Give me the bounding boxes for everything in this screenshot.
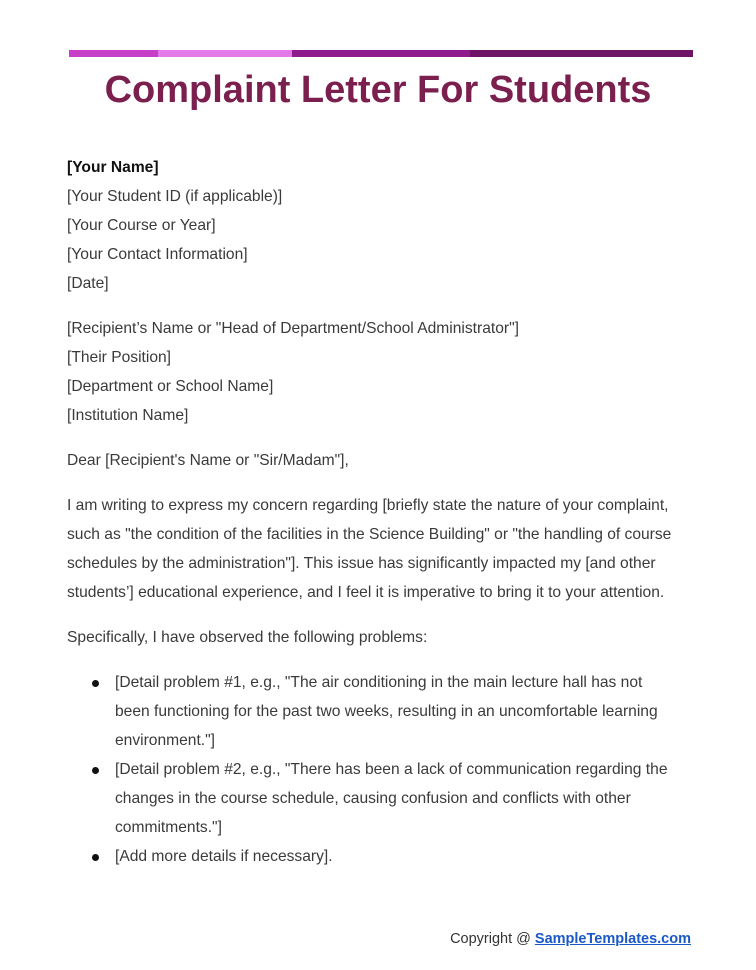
footer-copyright: [450, 931, 691, 947]
problem-line: [Add more details if necessary].: [115, 848, 333, 865]
sender-contact: [Your Contact Information]: [67, 246, 248, 263]
salutation: [67, 446, 697, 475]
problem-line: commitments."]: [115, 819, 222, 836]
body-line: I am writing to express my concern regarding [briefly state the nature of your complaint,: [67, 497, 669, 514]
sender-name: [Your Name]: [67, 159, 159, 176]
problem-line: environment."]: [115, 732, 216, 749]
sender-course: [Your Course or Year]: [67, 217, 216, 234]
body-paragraph: [67, 491, 697, 607]
problem-line: changes in the course schedule, causing confusion and conflicts with other: [115, 790, 631, 807]
sender-block: [67, 153, 697, 298]
recipient-block: [67, 314, 697, 430]
salutation-text: Dear [Recipient's Name or "Sir/Madam"],: [67, 452, 349, 469]
bullet-icon: [92, 854, 99, 861]
body-line: such as "the condition of the facilities in the Science Building" or "the handling of course: [67, 526, 672, 543]
bullet-icon: [92, 680, 99, 687]
sender-student-id: [Your Student ID (if applicable)]: [67, 188, 283, 205]
problem-line: [Detail problem #2, e.g., "There has been a lack of communication regarding the: [115, 761, 668, 778]
list-item: [67, 842, 697, 871]
body-line: schedules by the administration"]. This issue has significantly impacted my [and other: [67, 555, 656, 572]
recipient-department: [Department or School Name]: [67, 378, 274, 395]
top-bar-segment: [292, 50, 470, 57]
recipient-name: [Recipient’s Name or "Head of Department/School Administrator"]: [67, 320, 519, 337]
list-item: [67, 755, 697, 842]
problem-line: [Detail problem #1, e.g., "The air conditioning in the main lecture hall has not: [115, 674, 643, 691]
problem-line: been functioning for the past two weeks, resulting in an uncomfortable learning: [115, 703, 658, 720]
bullet-icon: [92, 767, 99, 774]
letter-content: [67, 153, 697, 871]
problems-intro: [67, 623, 697, 652]
list-item: [67, 668, 697, 755]
body-line: students’] educational experience, and I feel it is imperative to bring it to your attention.: [67, 584, 665, 601]
problems-list: [67, 668, 697, 871]
letter-date: [Date]: [67, 275, 109, 292]
sampletemplates-link[interactable]: SampleTemplates.com: [534, 931, 691, 947]
top-bar-segment: [470, 50, 693, 57]
copyright-text: Copyright @: [450, 931, 535, 947]
decorative-top-bar: [69, 50, 693, 57]
page-title: Complaint Letter For Students: [104, 69, 652, 111]
recipient-position: [Their Position]: [67, 349, 172, 366]
problems-intro-text: Specifically, I have observed the following problems:: [67, 629, 428, 646]
recipient-institution: [Institution Name]: [67, 407, 189, 424]
top-bar-segment: [158, 50, 292, 57]
top-bar-segment: [69, 50, 158, 57]
